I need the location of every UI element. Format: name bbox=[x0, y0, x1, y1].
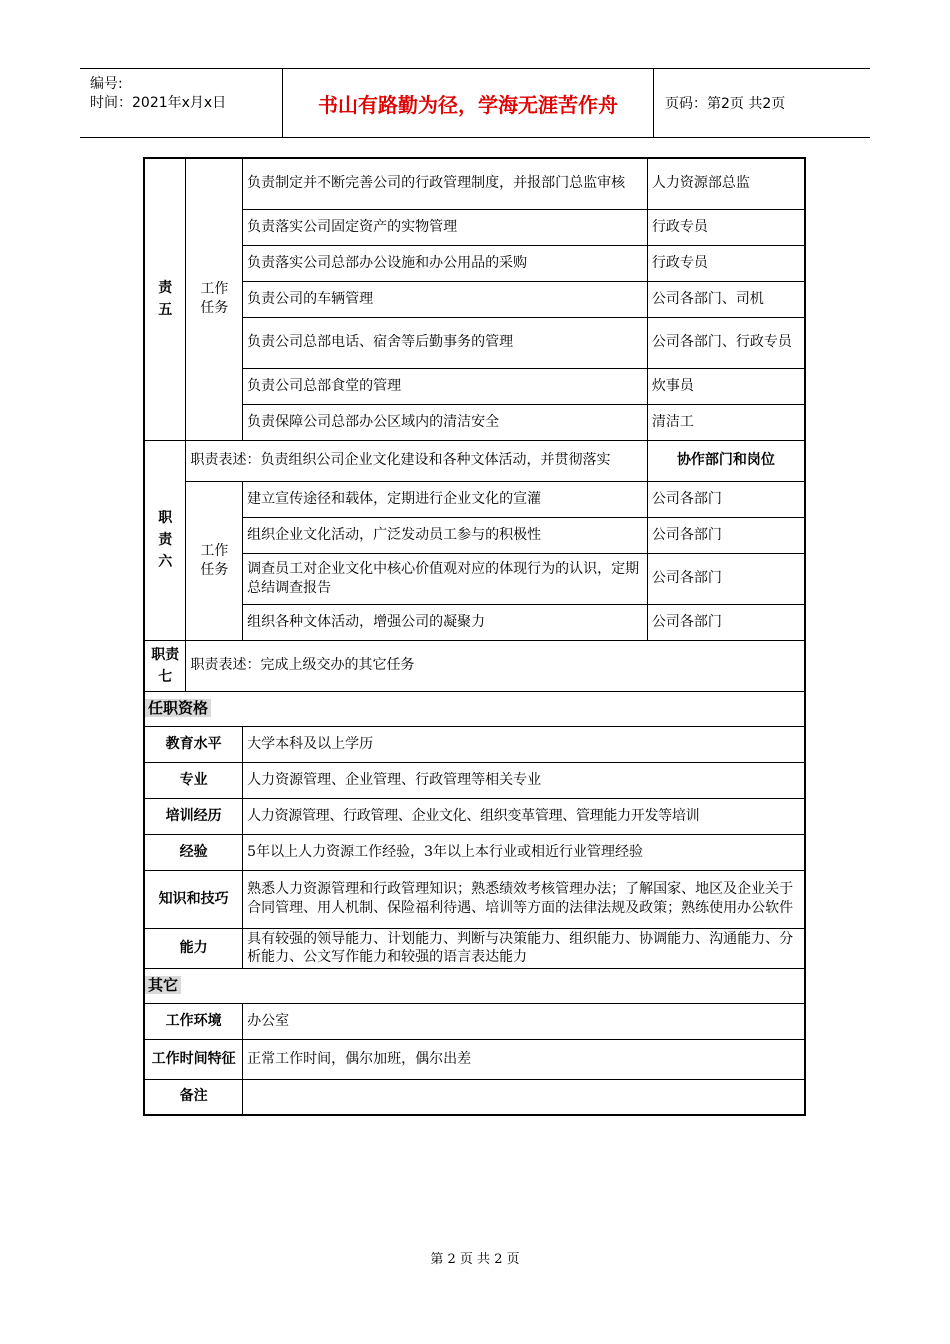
duty5-task: 负责公司总部食堂的管理 bbox=[243, 368, 648, 404]
duty7-title: 职责七 bbox=[144, 640, 186, 691]
duty6-title: 职责六 bbox=[144, 440, 186, 640]
other-value: 正常工作时间，偶尔加班，偶尔出差 bbox=[243, 1039, 805, 1079]
duty6-dept: 公司各部门 bbox=[647, 517, 805, 553]
header-meta bbox=[80, 69, 283, 137]
page-footer: 第 2 页 共 2 页 bbox=[430, 1252, 520, 1267]
duty6-dept: 公司各部门 bbox=[647, 481, 805, 517]
other-label: 工作时间特征 bbox=[144, 1039, 243, 1079]
other-value: 办公室 bbox=[243, 1003, 805, 1039]
page-header bbox=[80, 68, 870, 138]
qual-label: 教育水平 bbox=[144, 726, 243, 762]
qual-value: 人力资源管理、企业管理、行政管理等相关专业 bbox=[243, 762, 805, 798]
other-label: 工作环境 bbox=[144, 1003, 243, 1039]
coop-dept-header: 协作部门和岗位 bbox=[647, 440, 805, 481]
header-page-info: 页码：第2页 共2页 bbox=[665, 96, 786, 112]
time-label: 时间：2021年x月x日 bbox=[90, 95, 227, 111]
duty5-dept: 炊事员 bbox=[647, 368, 805, 404]
duty5-task-label: 工作任务 bbox=[186, 158, 243, 440]
duty5-dept: 人力资源部总监 bbox=[647, 158, 805, 209]
job-description-table bbox=[143, 157, 806, 1116]
duty6-dept: 公司各部门 bbox=[647, 553, 805, 604]
duty5-task: 负责保障公司总部办公区域内的清洁安全 bbox=[243, 404, 648, 440]
other-label: 备注 bbox=[144, 1079, 243, 1115]
duty6-dept: 公司各部门 bbox=[647, 604, 805, 640]
duty5-title: 责五 bbox=[144, 158, 186, 440]
duty5-dept: 行政专员 bbox=[647, 209, 805, 245]
duty5-dept: 公司各部门、司机 bbox=[647, 281, 805, 317]
duty5-task: 负责落实公司固定资产的实物管理 bbox=[243, 209, 648, 245]
qual-value: 熟悉人力资源管理和行政管理知识；熟悉绩效考核管理办法；了解国家、地区及企业关于合同管理、用人机制、保险福利待遇、培训等方面的法律法规及政策；熟练使用办公软件 bbox=[243, 870, 805, 928]
qual-value: 具有较强的领导能力、计划能力、判断与决策能力、组织能力、协调能力、沟通能力、分析能力、公文写作能力和较强的语言表达能力 bbox=[243, 928, 805, 968]
header-motto: 书山有路勤为径，学海无涯苦作舟 bbox=[283, 69, 654, 137]
qualifications-section bbox=[144, 691, 805, 726]
duty6-task: 建立宣传途径和载体，定期进行企业文化的宣灌 bbox=[243, 481, 648, 517]
number-label: 编号: bbox=[90, 76, 123, 92]
qual-label: 培训经历 bbox=[144, 798, 243, 834]
qual-value: 大学本科及以上学历 bbox=[243, 726, 805, 762]
qual-label: 专业 bbox=[144, 762, 243, 798]
duty6-task-label: 工作任务 bbox=[186, 481, 243, 640]
duty5-task: 负责落实公司总部办公设施和办公用品的采购 bbox=[243, 245, 648, 281]
duty5-task: 负责制定并不断完善公司的行政管理制度，并报部门总监审核 bbox=[243, 158, 648, 209]
duty5-task: 负责公司总部电话、宿舍等后勤事务的管理 bbox=[243, 317, 648, 368]
duty5-dept: 公司各部门、行政专员 bbox=[647, 317, 805, 368]
duty6-task: 调查员工对企业文化中核心价值观对应的体现行为的认识，定期总结调查报告 bbox=[243, 553, 648, 604]
other-title: 其它 bbox=[145, 976, 181, 994]
duty6-task: 组织各种文体活动，增强公司的凝聚力 bbox=[243, 604, 648, 640]
qual-label: 知识和技巧 bbox=[144, 870, 243, 928]
qualifications-title: 任职资格 bbox=[145, 699, 211, 717]
qual-label: 能力 bbox=[144, 928, 243, 968]
duty5-task: 负责公司的车辆管理 bbox=[243, 281, 648, 317]
duty7-description: 职责表述：完成上级交办的其它任务 bbox=[186, 640, 805, 691]
duty6-task: 组织企业文化活动，广泛发动员工参与的积极性 bbox=[243, 517, 648, 553]
duty5-dept: 清洁工 bbox=[647, 404, 805, 440]
other-value bbox=[243, 1079, 805, 1115]
qual-value: 5年以上人力资源工作经验，3年以上本行业或相近行业管理经验 bbox=[243, 834, 805, 870]
qual-label: 经验 bbox=[144, 834, 243, 870]
qual-value: 人力资源管理、行政管理、企业文化、组织变革管理、管理能力开发等培训 bbox=[243, 798, 805, 834]
other-section bbox=[144, 968, 805, 1003]
duty6-description: 职责表述：负责组织公司企业文化建设和各种文体活动，并贯彻落实 bbox=[186, 440, 647, 481]
duty5-dept: 行政专员 bbox=[647, 245, 805, 281]
